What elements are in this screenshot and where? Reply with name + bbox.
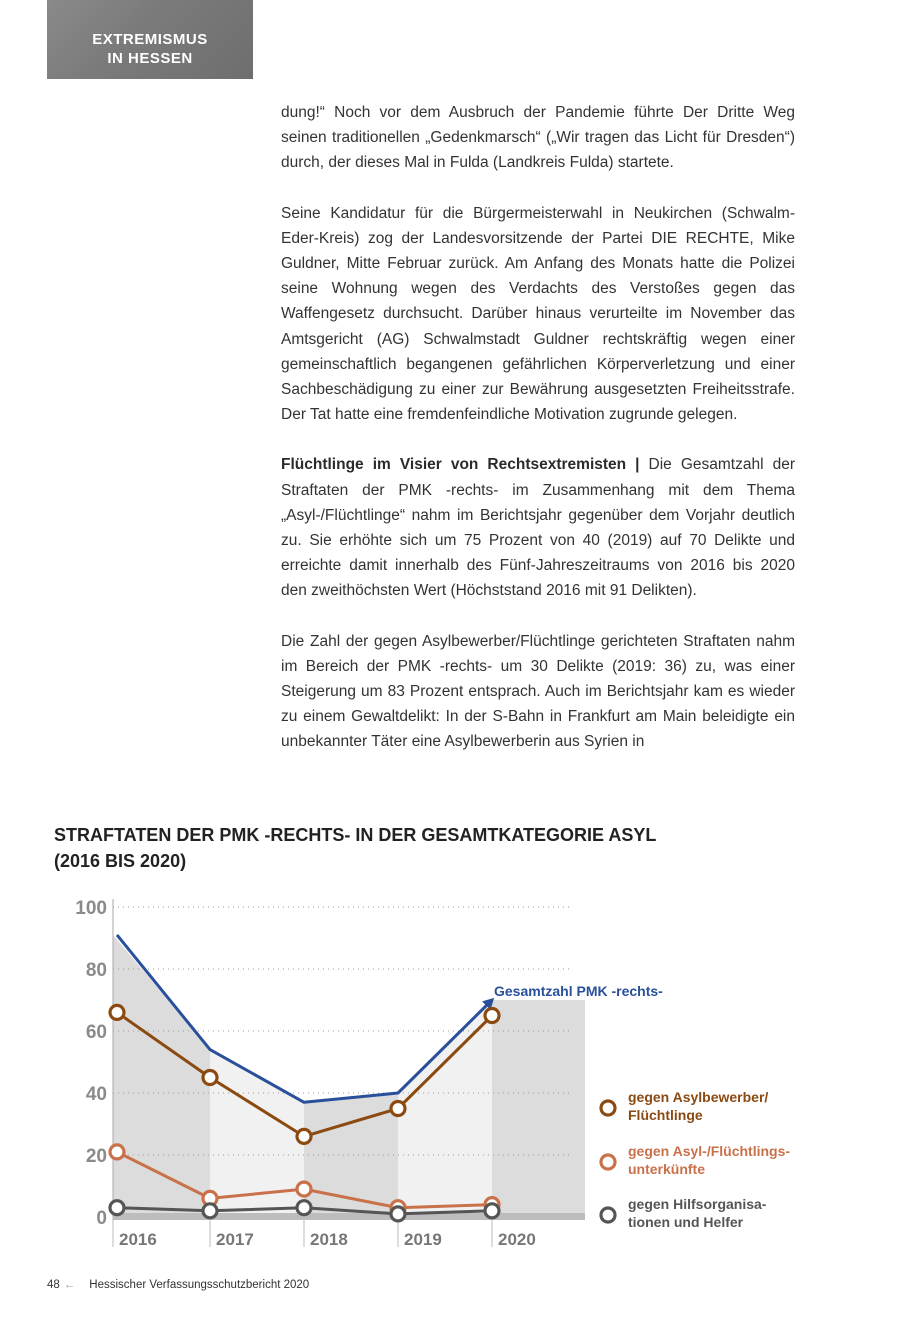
data-point: [391, 1207, 405, 1221]
data-point: [485, 1204, 499, 1218]
section-header-line2: IN HESSEN: [107, 50, 193, 67]
x-tick-label: 2018: [310, 1230, 348, 1249]
data-point: [110, 1145, 124, 1159]
chart-subtitle: (2016 BIS 2020): [54, 851, 187, 871]
y-tick-label: 20: [85, 1146, 107, 1167]
x-tick-label: 2020: [498, 1230, 536, 1249]
legend-label-line1: gegen Asyl-/Flüchtlings-: [628, 1143, 791, 1159]
data-point: [110, 1005, 124, 1019]
paragraph: [281, 452, 795, 603]
paragraph-lead: Flüchtlinge im Visier von Rechtsextremisten |: [281, 456, 640, 474]
paragraph: [281, 100, 795, 176]
data-point: [485, 1009, 499, 1023]
x-tick-label: 2019: [404, 1230, 442, 1249]
chart-title-block: [54, 822, 754, 874]
legend-marker: [601, 1101, 615, 1115]
paragraph-text: dung!“ Noch vor dem Ausbruch der Pandemie führte Der Dritte Weg seinen traditionellen „Gedenkmarsch“ („Wir tragen das Licht für Dresden“) durch, der dieses Mal in Fulda (Landkreis Fulda) startete.: [281, 104, 795, 172]
data-point: [203, 1071, 217, 1085]
x-tick-label: 2016: [119, 1230, 157, 1249]
legend-marker: [601, 1155, 615, 1169]
chart-band-2020: [492, 1000, 585, 1217]
y-tick-label: 0: [96, 1208, 107, 1229]
data-point: [203, 1204, 217, 1218]
paragraph: [281, 201, 795, 428]
section-header-line1: EXTREMISMUS: [92, 31, 208, 48]
legend-label-line2: tionen und Helfer: [628, 1214, 744, 1230]
data-point: [297, 1201, 311, 1215]
chart-band-2019: [398, 1000, 492, 1217]
back-arrow-icon: ←: [63, 1279, 76, 1291]
x-axis-baseline: [113, 1213, 585, 1220]
y-tick-label: 40: [85, 1084, 107, 1105]
series-label: Gesamtzahl PMK -rechts-: [494, 983, 663, 999]
legend-label-line1: gegen Hilfsorganisa-: [628, 1196, 767, 1212]
paragraph-text: Seine Kandidatur für die Bürgermeisterwahl in Neukirchen (Schwalm-Eder-Kreis) zog der Landesvorsitzende der Partei DIE RECHTE, Mike Guldner, Mitte Februar zurück. Am Anfang des Monats hatte die Polizei seine Wohnung wegen des Verdachts des Verstoßes gegen das Waffengesetz durchsucht. Darüber hinaus verurteilte im November das Amtsgericht (AG) Schwalmstadt Guldner rechtskräftig wegen einer gemeinschaftlich begangenen gefährlichen Körperverletzung und einer Sachbeschädigung zu einer zur Bewährung ausgesetzten Freiheitsstrafe. Der Tat hatte eine fremdenfeindliche Motivation zugrunde gelegen.: [281, 204, 795, 424]
legend-label-line1: gegen Asylbewerber/: [628, 1089, 769, 1105]
legend-marker: [601, 1208, 615, 1222]
data-point: [297, 1129, 311, 1143]
section-header: [47, 0, 253, 79]
page-footer: [47, 1279, 323, 1291]
data-point: [110, 1201, 124, 1215]
body-text: [281, 100, 795, 780]
y-tick-label: 100: [75, 898, 107, 919]
x-tick-label: 2017: [216, 1230, 254, 1249]
paragraph-text: Die Zahl der gegen Asylbewerber/Flüchtlinge gerichteten Straftaten nahm im Bereich der PMK -rechts- um 30 Delikte (2019: 36) zu, was einer Steigerung um 83 Prozent entsprach. Auch im Berichtsjahr kam es wieder zu einem Gewaltdelikt: In der S-Bahn in Frankfurt am Main beleidigte ein unbekannter Täter eine Asylbewerberin aus Syrien in: [281, 632, 795, 751]
y-tick-label: 60: [85, 1022, 107, 1043]
paragraph-text: Die Gesamtzahl der Straftaten der PMK -rechts- im Zusammenhang mit dem Thema „Asyl-/Flüchtlinge“ nahm im Berichtsjahr gegenüber dem Vorjahr deutlich zu. Sie erhöhte sich um 75 Prozent von 40 (2019) auf 70 Delikte und erreichte damit innerhalb des Fünf-Jahreszeitraums von 2016 bis 2020 den zweithöchsten Wert (Höchststand 2016 mit 91 Delikten).: [281, 456, 795, 600]
page-number: 48: [47, 1279, 60, 1291]
data-point: [391, 1102, 405, 1116]
y-tick-label: 80: [85, 960, 107, 981]
legend-label-line2: unterkünfte: [628, 1161, 705, 1177]
line-chart: [0, 880, 900, 1260]
publication-title: Hessischer Verfassungsschutzbericht 2020: [89, 1279, 310, 1291]
legend-label-line2: Flüchtlinge: [628, 1107, 703, 1123]
paragraph: [281, 629, 795, 755]
chart-title: STRAFTATEN DER PMK -RECHTS- IN DER GESAMTKATEGORIE ASYL: [54, 825, 657, 845]
data-point: [297, 1182, 311, 1196]
